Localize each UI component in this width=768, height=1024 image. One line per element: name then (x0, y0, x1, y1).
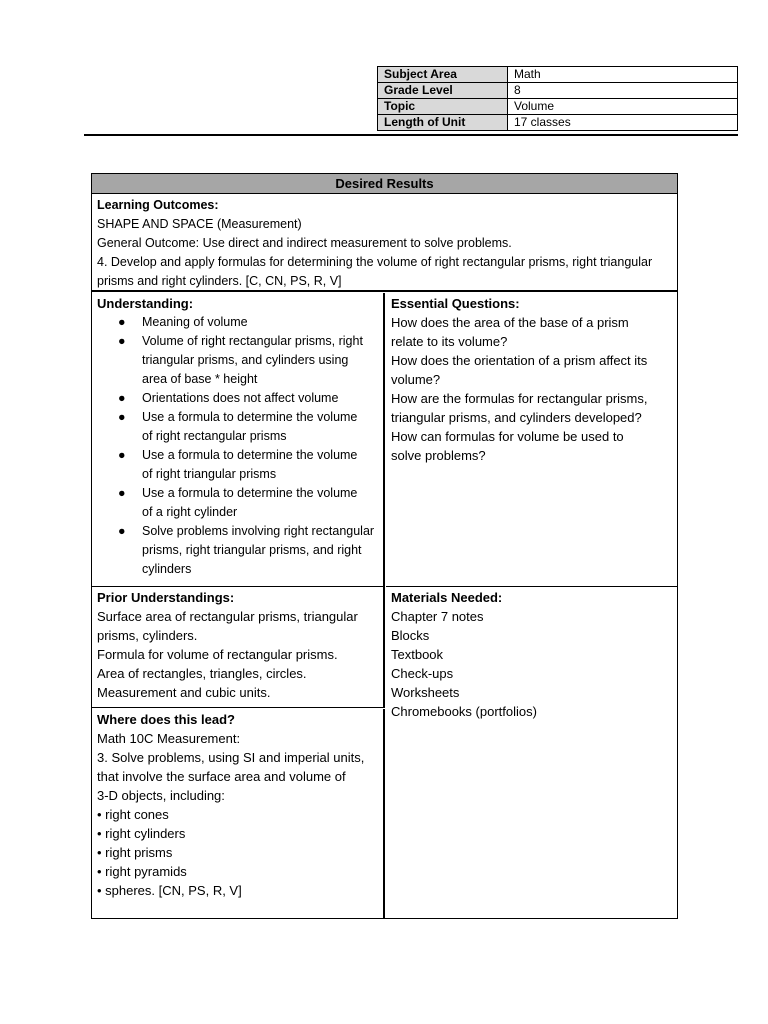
info-label: Length of Unit (378, 115, 508, 131)
list-item-text: Use a formula to determine the volume (142, 486, 358, 500)
list-item (97, 313, 378, 332)
list-item-text: prisms, right triangular prisms, and right (142, 543, 362, 557)
list-item-text: Solve problems involving right rectangular (142, 524, 375, 538)
info-value: Math (508, 67, 738, 83)
info-value: Volume (508, 99, 738, 115)
list-item-text: Volume of right rectangular prisms, right (142, 334, 363, 348)
essential-question-line: How does the orientation of a prism affect its (391, 353, 648, 368)
bullet-icon: ● (118, 486, 126, 500)
info-label: Subject Area (378, 67, 508, 83)
bullet-icon: ● (118, 334, 126, 348)
list-item (97, 522, 378, 579)
where-lead-line: • spheres. [CN, PS, R, V] (97, 883, 242, 898)
info-value: 8 (508, 83, 738, 99)
list-item (97, 446, 378, 484)
material-item: Textbook (391, 647, 444, 662)
desired-results-table (91, 173, 678, 919)
list-item-text: triangular prisms, and cylinders using (142, 353, 349, 367)
essential-question-line: volume? (391, 372, 441, 387)
prior-understanding-line: Formula for volume of rectangular prisms. (97, 647, 338, 662)
where-lead-line: • right cones (97, 807, 169, 822)
prior-understanding-line: prisms, cylinders. (97, 628, 198, 643)
understanding-list (97, 313, 378, 579)
list-item-text: area of base * height (142, 372, 258, 386)
where-lead-line: Math 10C Measurement: (97, 731, 241, 746)
learning-outcomes-line: prisms and right cylinders. [C, CN, PS, R, V] (97, 274, 342, 288)
learning-outcomes-line: General Outcome: Use direct and indirect measurement to solve problems. (97, 236, 512, 250)
prior-understanding-line: Surface area of rectangular prisms, triangular (97, 609, 358, 624)
unit-info-table (377, 66, 738, 131)
where-does-this-lead-cell (92, 709, 385, 918)
materials-needed-heading: Materials Needed: (391, 590, 503, 605)
where-lead-line: • right prisms (97, 845, 173, 860)
essential-question-line: triangular prisms, and cylinders developed? (391, 410, 642, 425)
essential-question-line: solve problems? (391, 448, 486, 463)
list-item (97, 332, 378, 389)
info-value: 17 classes (508, 115, 738, 131)
learning-outcomes-cell (92, 194, 677, 292)
essential-question-line: How can formulas for volume be used to (391, 429, 624, 444)
material-item: Chromebooks (portfolios) (391, 704, 537, 719)
info-label: Topic (378, 99, 508, 115)
essential-question-line: How does the area of the base of a prism (391, 315, 629, 330)
essential-questions-cell (386, 293, 677, 587)
essential-question-line: relate to its volume? (391, 334, 508, 349)
info-row (378, 115, 738, 131)
essential-question-line: How are the formulas for rectangular prisms, (391, 391, 648, 406)
list-item (97, 389, 378, 408)
material-item: Check-ups (391, 666, 454, 681)
list-item (97, 484, 378, 522)
where-lead-line: • right cylinders (97, 826, 186, 841)
prior-understanding-line: Area of rectangles, triangles, circles. (97, 666, 307, 681)
desired-results-title: Desired Results (92, 174, 677, 194)
understanding-cell (92, 293, 385, 587)
list-item-text: of a right cylinder (142, 505, 238, 519)
where-lead-line: that involve the surface area and volume of (97, 769, 346, 784)
list-item-text: of right rectangular prisms (142, 429, 287, 443)
info-row (378, 67, 738, 83)
material-item: Chapter 7 notes (391, 609, 484, 624)
header-divider (84, 134, 738, 136)
understanding-heading: Understanding: (97, 296, 194, 311)
learning-outcomes-line: 4. Develop and apply formulas for determining the volume of right rectangular prisms, right triangular (97, 255, 653, 269)
bullet-icon: ● (118, 410, 126, 424)
list-item-text: Use a formula to determine the volume (142, 448, 358, 462)
where-does-this-lead-heading: Where does this lead? (97, 712, 235, 727)
list-item-text: Orientations does not affect volume (142, 391, 339, 405)
bullet-icon: ● (118, 315, 126, 329)
where-lead-line: • right pyramids (97, 864, 187, 879)
info-label: Grade Level (378, 83, 508, 99)
material-item: Worksheets (391, 685, 460, 700)
prior-understandings-heading: Prior Understandings: (97, 590, 235, 605)
bullet-icon: ● (118, 524, 126, 538)
learning-outcomes-line: SHAPE AND SPACE (Measurement) (97, 217, 302, 231)
info-row (378, 83, 738, 99)
learning-outcomes-heading: Learning Outcomes: (97, 198, 219, 212)
materials-needed-cell (386, 587, 677, 918)
prior-understanding-line: Measurement and cubic units. (97, 685, 271, 700)
list-item-text: Use a formula to determine the volume (142, 410, 358, 424)
list-item-text: Meaning of volume (142, 315, 248, 329)
info-row (378, 99, 738, 115)
bullet-icon: ● (118, 391, 126, 405)
list-item-text: of right triangular prisms (142, 467, 277, 481)
list-item-text: cylinders (142, 562, 192, 576)
where-lead-line: 3-D objects, including: (97, 788, 225, 803)
list-item (97, 408, 378, 446)
essential-questions-heading: Essential Questions: (391, 296, 520, 311)
material-item: Blocks (391, 628, 430, 643)
bullet-icon: ● (118, 448, 126, 462)
where-lead-line: 3. Solve problems, using SI and imperial units, (97, 750, 365, 765)
prior-understandings-cell (92, 587, 385, 708)
